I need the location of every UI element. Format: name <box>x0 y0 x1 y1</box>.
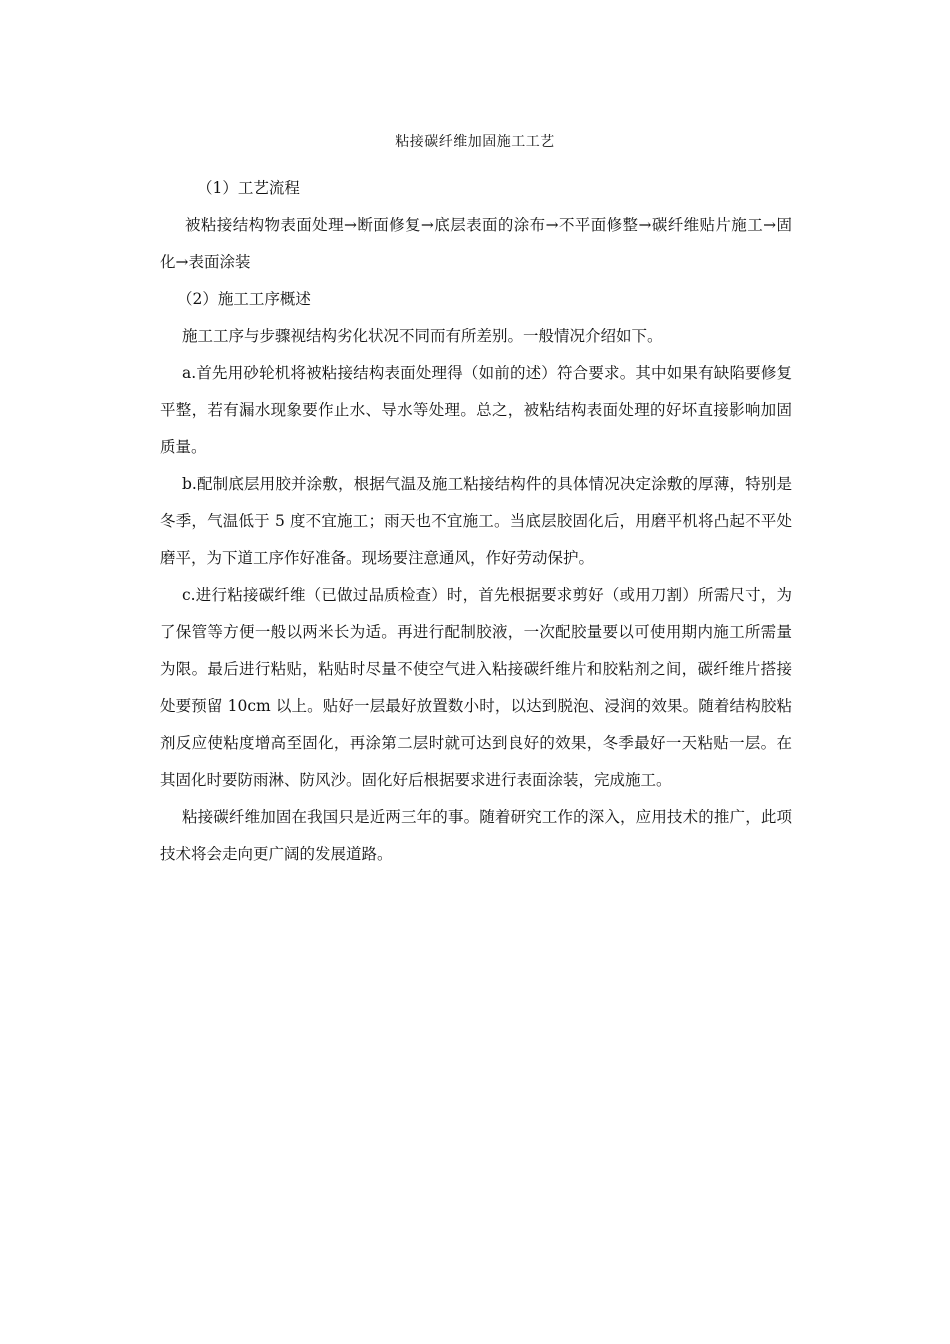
step-b-paragraph: b.配制底层用胶并涂敷，根据气温及施工粘接结构件的具体情况决定涂敷的厚薄，特别是冬季，气温低于 5 度不宜施工；雨天也不宜施工。当底层胶固化后，用磨平机将凸起不平处磨平，为下道工序作好准备。现场要注意通风，作好劳动保护。 <box>160 475 792 567</box>
document-title: 粘接碳纤维加固施工工艺 <box>395 134 555 150</box>
step-a-paragraph: a.首先用砂轮机将被粘接结构表面处理得（如前的述）符合要求。其中如果有缺陷要修复平整，若有漏水现象要作止水、导水等处理。总之，被粘结构表面处理的好坏直接影响加固质量。 <box>160 364 792 456</box>
document-body <box>160 170 792 873</box>
intro-paragraph: 施工工序与步骤视结构劣化状况不同而有所差别。一般情况介绍如下。 <box>182 327 663 345</box>
step-c-paragraph: c.进行粘接碳纤维（已做过品质检查）时，首先根据要求剪好（或用刀割）所需尺寸，为了保管等方便一般以两米长为适。再进行配制胶液，一次配胶量要以可使用期内施工所需量为限。最后进行粘贴，粘贴时尽量不使空气进入粘接碳纤维片和胶粘剂之间，碳纤维片搭接处要预留 10cm 以上。贴好一层最好放置数小时，以达到脱泡、浸润的效果。随着结构胶粘剂反应使粘度增高至固化，再涂第二层时就可达到良好的效果，冬季最好一天粘贴一层。在其固化时要防雨淋、防风沙。固化好后根据要求进行表面涂装，完成施工。 <box>160 586 792 789</box>
conclusion-paragraph: 粘接碳纤维加固在我国只是近两三年的事。随着研究工作的深入，应用技术的推广，此项技术将会走向更广阔的发展道路。 <box>160 808 792 863</box>
section-heading-procedure-overview: （2）施工工序概述 <box>177 290 311 308</box>
section-heading-process-flow: （1）工艺流程 <box>197 179 300 197</box>
process-flow-paragraph: 被粘接结构物表面处理→断面修复→底层表面的涂布→不平面修整→碳纤维贴片施工→固化→表面涂装 <box>160 216 792 271</box>
